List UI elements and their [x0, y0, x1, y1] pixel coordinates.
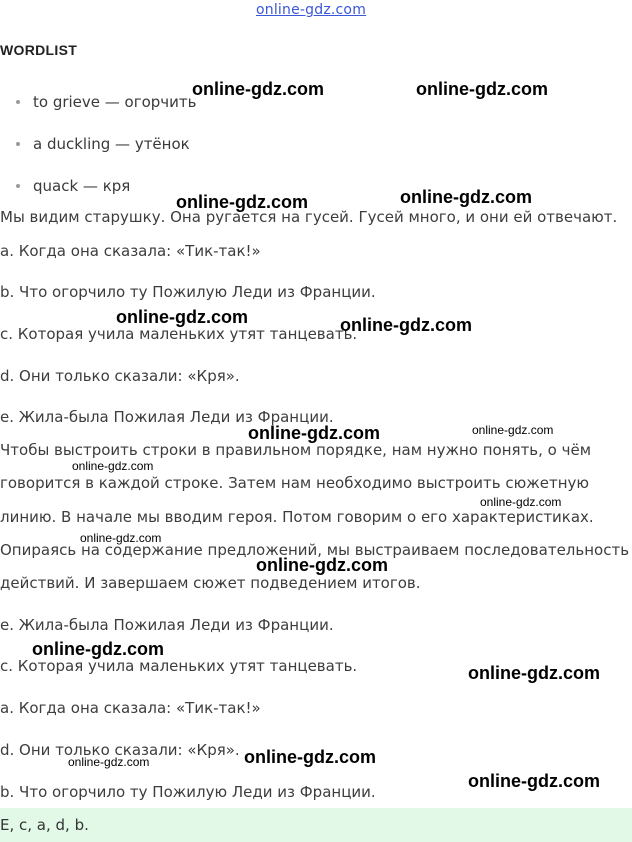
top-site-link[interactable]: online-gdz.com	[256, 2, 367, 18]
wordlist	[0, 88, 197, 214]
watermark: online-gdz.com	[340, 315, 472, 335]
watermark: online-gdz.com	[480, 495, 562, 509]
intro-text: Мы видим старушку. Она ругается на гусей. Гусей много, и они ей отвечают.	[0, 208, 618, 226]
ordered-line: e. Жила-была Пожилая Леди из Франции.	[0, 616, 334, 634]
ordered-line: a. Когда она сказала: «Тик-так!»	[0, 699, 261, 717]
watermark: online-gdz.com	[192, 79, 324, 99]
watermark: online-gdz.com	[32, 639, 164, 659]
explanation-line: линию. В начале мы вводим героя. Потом говорим о его характеристиках.	[0, 508, 594, 526]
list-item: to grieve — огорчить	[0, 88, 197, 130]
watermark: online-gdz.com	[72, 459, 154, 473]
option-c: c. Которая учила маленьких утят танцевать.	[0, 325, 358, 343]
watermark: online-gdz.com	[68, 755, 150, 769]
explanation-line: Чтобы выстроить строки в правильном порядке, нам нужно понять, о чём	[0, 441, 592, 459]
wordlist-heading: WORDLIST	[0, 42, 78, 58]
ordered-line: b. Что огорчило ту Пожилую Леди из Франции.	[0, 783, 376, 801]
watermark: online-gdz.com	[248, 423, 380, 443]
list-item: quack — кря	[0, 172, 197, 214]
watermark: online-gdz.com	[400, 187, 532, 207]
explanation-line: Опираясь на содержание предложений, мы выстраиваем последовательность	[0, 541, 630, 559]
option-b: b. Что огорчило ту Пожилую Леди из Франции.	[0, 283, 376, 301]
watermark: online-gdz.com	[116, 307, 248, 327]
list-item: a duckling — утёнок	[0, 130, 197, 172]
watermark: online-gdz.com	[468, 771, 600, 791]
watermark: online-gdz.com	[472, 423, 554, 437]
option-d: d. Они только сказали: «Кря».	[0, 367, 240, 385]
answer-text: E, c, a, d, b.	[0, 816, 89, 834]
explanation-line: говорится в каждой строке. Затем нам необходимо выстроить сюжетную	[0, 474, 590, 492]
option-e: e. Жила-была Пожилая Леди из Франции.	[0, 408, 334, 426]
watermark: online-gdz.com	[416, 79, 548, 99]
option-a: a. Когда она сказала: «Тик-так!»	[0, 242, 261, 260]
answer-box	[0, 808, 632, 842]
watermark: online-gdz.com	[256, 555, 388, 575]
watermark: online-gdz.com	[244, 747, 376, 767]
explanation-line: действий. И завершаем сюжет подведением итогов.	[0, 574, 421, 592]
watermark: online-gdz.com	[80, 531, 162, 545]
watermark: online-gdz.com	[176, 192, 308, 212]
ordered-line: c. Которая учила маленьких утят танцевать.	[0, 657, 358, 675]
watermark: online-gdz.com	[468, 663, 600, 683]
ordered-line: d. Они только сказали: «Кря».	[0, 741, 240, 759]
